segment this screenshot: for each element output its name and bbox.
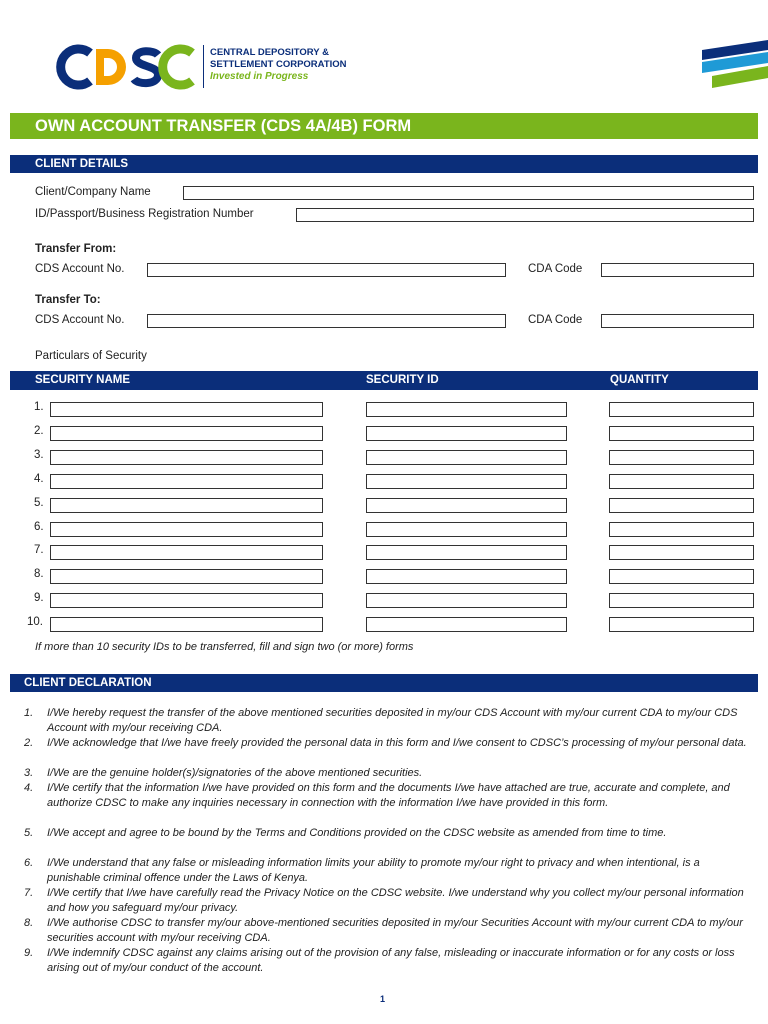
client-declaration-heading-text: CLIENT DECLARATION: [24, 677, 152, 689]
quantity-field[interactable]: [609, 498, 754, 513]
declaration-item-number: 1.: [24, 707, 34, 719]
security-id-field[interactable]: [366, 569, 567, 584]
declaration-item-text: I/We authorise CDSC to transfer my/our above-mentioned securities deposited in my/our Securities Account with my/our current CDA to my/our securities account with my/our receiving CDA.: [47, 917, 743, 944]
row-number: 4.: [34, 472, 44, 485]
quantity-field[interactable]: [609, 593, 754, 608]
declaration-item-text: I/We are the genuine holder(s)/signatories of the above mentioned securities.: [47, 767, 423, 779]
quantity-field[interactable]: [609, 426, 754, 441]
security-name-field[interactable]: [50, 474, 323, 489]
cdsc-logo: [56, 44, 196, 90]
declaration-item-number: 8.: [24, 917, 34, 929]
row-number: 8.: [34, 568, 44, 581]
client-declaration-heading: [10, 674, 758, 692]
declaration-item: [24, 946, 754, 975]
declaration-item: [24, 736, 754, 751]
declaration-item: [24, 706, 754, 735]
declaration-item: [24, 781, 754, 810]
declaration-item-text: I/We acknowledge that I/we have freely provided the personal data in this form and I/we consent to CDSC’s processing of my/our personal data.: [47, 737, 747, 749]
id-number-label: ID/Passport/Business Registration Number: [35, 208, 254, 220]
security-name-field[interactable]: [50, 522, 323, 537]
security-id-field[interactable]: [366, 545, 567, 560]
org-name-line2: SETTLEMENT CORPORATION: [210, 59, 347, 70]
row-number: 9.: [34, 592, 44, 605]
transfer-to-cds-field[interactable]: [147, 314, 506, 328]
declaration-item-number: 7.: [24, 887, 34, 899]
row-number: 5.: [34, 496, 44, 509]
id-number-field[interactable]: [296, 208, 754, 222]
security-name-field[interactable]: [50, 569, 323, 584]
transfer-to-cds-label: CDS Account No.: [35, 314, 125, 326]
transfer-from-cda-label: CDA Code: [528, 263, 583, 275]
client-details-heading: [10, 155, 758, 173]
transfer-from-cds-field[interactable]: [147, 263, 506, 277]
row-number: 6.: [34, 520, 44, 533]
declaration-item-text: I/We indemnify CDSC against any claims arising out of the provision of any false, misleading or inaccurate information or for any costs or loss arising out of my/our conduct of the account.: [47, 947, 735, 974]
quantity-field[interactable]: [609, 522, 754, 537]
security-id-field[interactable]: [366, 498, 567, 513]
transfer-to-cda-field[interactable]: [601, 314, 754, 328]
declaration-item-number: 9.: [24, 947, 34, 959]
declaration-item-number: 2.: [24, 737, 34, 749]
row-number: 2.: [34, 424, 44, 437]
securities-table-header: [10, 371, 758, 390]
declaration-item-text: I/We accept and agree to be bound by the Terms and Conditions provided on the CDSC website as amended from time to time.: [47, 827, 667, 839]
declaration-item-number: 4.: [24, 782, 34, 794]
declaration-item-text: I/We understand that any false or misleading information limits your ability to promote my/our right to privacy and when intentional, is a punishable criminal offence under the Laws of Kenya.: [47, 857, 700, 884]
quantity-field[interactable]: [609, 450, 754, 465]
declaration-item-text: I/We hereby request the transfer of the above mentioned securities deposited in my/our CDS Account with my/our current CDA to my/our CDS Account with my/our receiving CDA.: [47, 707, 738, 734]
row-number: 1.: [34, 401, 44, 413]
transfer-from-heading: Transfer From:: [35, 243, 117, 255]
quantity-field[interactable]: [609, 617, 754, 632]
client-name-field[interactable]: [183, 186, 754, 200]
security-name-field[interactable]: [50, 426, 323, 441]
row-number: 3.: [34, 448, 44, 461]
security-id-field[interactable]: [366, 617, 567, 632]
quantity-field[interactable]: [609, 402, 754, 417]
declaration-item-number: 6.: [24, 857, 34, 869]
form-title: OWN ACCOUNT TRANSFER (CDS 4A/4B) FORM: [35, 117, 412, 135]
client-details-heading-text: CLIENT DETAILS: [35, 158, 129, 170]
org-tagline: Invested in Progress: [210, 71, 309, 82]
securities-note: If more than 10 security IDs to be transferred, fill and sign two (or more) forms: [35, 641, 414, 653]
page-number: 1: [380, 994, 386, 1004]
security-id-field[interactable]: [366, 474, 567, 489]
declaration-item-text: I/We certify that I/we have carefully read the Privacy Notice on the CDSC website. I/we understand why you collect my/our personal information and how you safeguard my/our privacy.: [47, 887, 744, 914]
client-name-label: Client/Company Name: [35, 186, 151, 198]
quantity-field[interactable]: [609, 545, 754, 560]
row-number: 7.: [34, 544, 44, 557]
transfer-to-cda-label: CDA Code: [528, 314, 583, 326]
declaration-item-number: 3.: [24, 767, 34, 779]
row-number: 10.: [27, 616, 43, 629]
security-name-field[interactable]: [50, 402, 323, 417]
corner-stripes-decoration: [700, 40, 768, 92]
quantity-field[interactable]: [609, 569, 754, 584]
declaration-item: [24, 856, 754, 885]
org-name-line1: CENTRAL DEPOSITORY &: [210, 47, 329, 58]
transfer-from-cda-field[interactable]: [601, 263, 754, 277]
quantity-field[interactable]: [609, 474, 754, 489]
transfer-from-cds-label: CDS Account No.: [35, 263, 125, 275]
declaration-item-number: 5.: [24, 827, 34, 839]
security-id-field[interactable]: [366, 593, 567, 608]
logo-divider: [203, 45, 204, 88]
col-security-id: SECURITY ID: [366, 374, 439, 386]
security-id-field[interactable]: [366, 402, 567, 417]
cdsc-logo-mark: [56, 44, 196, 90]
security-name-field[interactable]: [50, 545, 323, 560]
col-quantity: QUANTITY: [610, 374, 669, 386]
col-security-name: SECURITY NAME: [35, 374, 130, 386]
declaration-item: [24, 766, 754, 781]
security-id-field[interactable]: [366, 522, 567, 537]
declaration-item: [24, 826, 754, 841]
security-id-field[interactable]: [366, 426, 567, 441]
declaration-item: [24, 886, 754, 915]
security-id-field[interactable]: [366, 450, 567, 465]
security-name-field[interactable]: [50, 593, 323, 608]
particulars-label: Particulars of Security: [35, 350, 147, 362]
security-name-field[interactable]: [50, 498, 323, 513]
security-name-field[interactable]: [50, 617, 323, 632]
declaration-item: [24, 916, 754, 945]
transfer-to-heading: Transfer To:: [35, 294, 101, 306]
declaration-item-text: I/We certify that the information I/we have provided on this form and the documents I/we have attached are true, accurate and complete, and authorize CDSC to make any inquiries necessary in connection with the information I/we have provided in this form.: [47, 782, 730, 809]
security-name-field[interactable]: [50, 450, 323, 465]
